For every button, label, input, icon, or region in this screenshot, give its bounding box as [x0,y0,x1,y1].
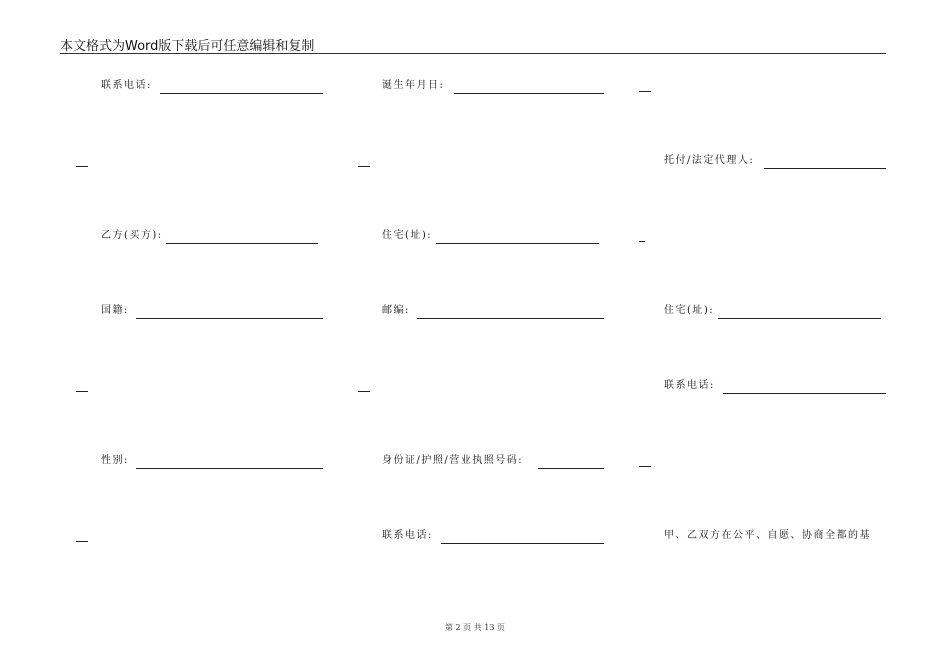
fill-line [723,393,886,394]
field-phone-3 [664,380,886,394]
fill-line [160,93,323,94]
dash-mark [358,166,370,167]
field-label: 联系电话: [664,380,715,391]
statement-label: 甲、乙双方在公平、自愿、协商全都的基 [664,530,871,541]
field-phone-1 [101,80,323,94]
field-label: 乙方(买方): [101,230,163,241]
field-party-b [101,230,318,244]
field-birth-date [382,80,604,94]
field-label: 联系电话: [382,530,433,541]
field-label: 住宅(址): [382,230,433,241]
statement-text [664,530,886,544]
field-phone-2 [382,530,604,544]
fill-line [538,468,604,469]
fill-line [136,318,323,319]
field-label: 邮编: [382,305,410,316]
dash-mark [76,541,88,542]
field-label: 身份证/护照/营业执照号码: [382,455,524,466]
field-label: 住宅(址): [664,305,715,316]
dash-mark [76,166,88,167]
field-address-2 [664,305,881,319]
field-label: 联系电话: [101,80,152,91]
field-agent [664,155,886,169]
fill-line [764,168,886,169]
dash-mark [639,91,651,92]
dash-mark [76,391,88,392]
fill-line [417,318,604,319]
field-id-number [382,455,604,469]
fill-line [441,543,604,544]
dash-mark [639,241,645,242]
field-label: 性别: [101,455,129,466]
fill-line [436,243,599,244]
fill-line [136,468,323,469]
fill-line [454,93,604,94]
dash-mark [358,391,370,392]
field-label: 诞生年月日: [382,80,445,91]
dash-mark [639,466,651,467]
fill-line [718,318,881,319]
field-label: 托付/法定代理人: [664,155,755,166]
page-number: 第 2 页 共 13 页 [445,623,505,632]
field-nationality [101,305,323,319]
header-title: 本文格式为Word版下载后可任意编辑和复制 [60,39,315,54]
field-postcode [382,305,604,319]
field-gender [101,455,323,469]
fill-line [166,243,318,244]
page-header [60,36,886,54]
field-address-1 [382,230,599,244]
field-label: 国籍: [101,305,129,316]
